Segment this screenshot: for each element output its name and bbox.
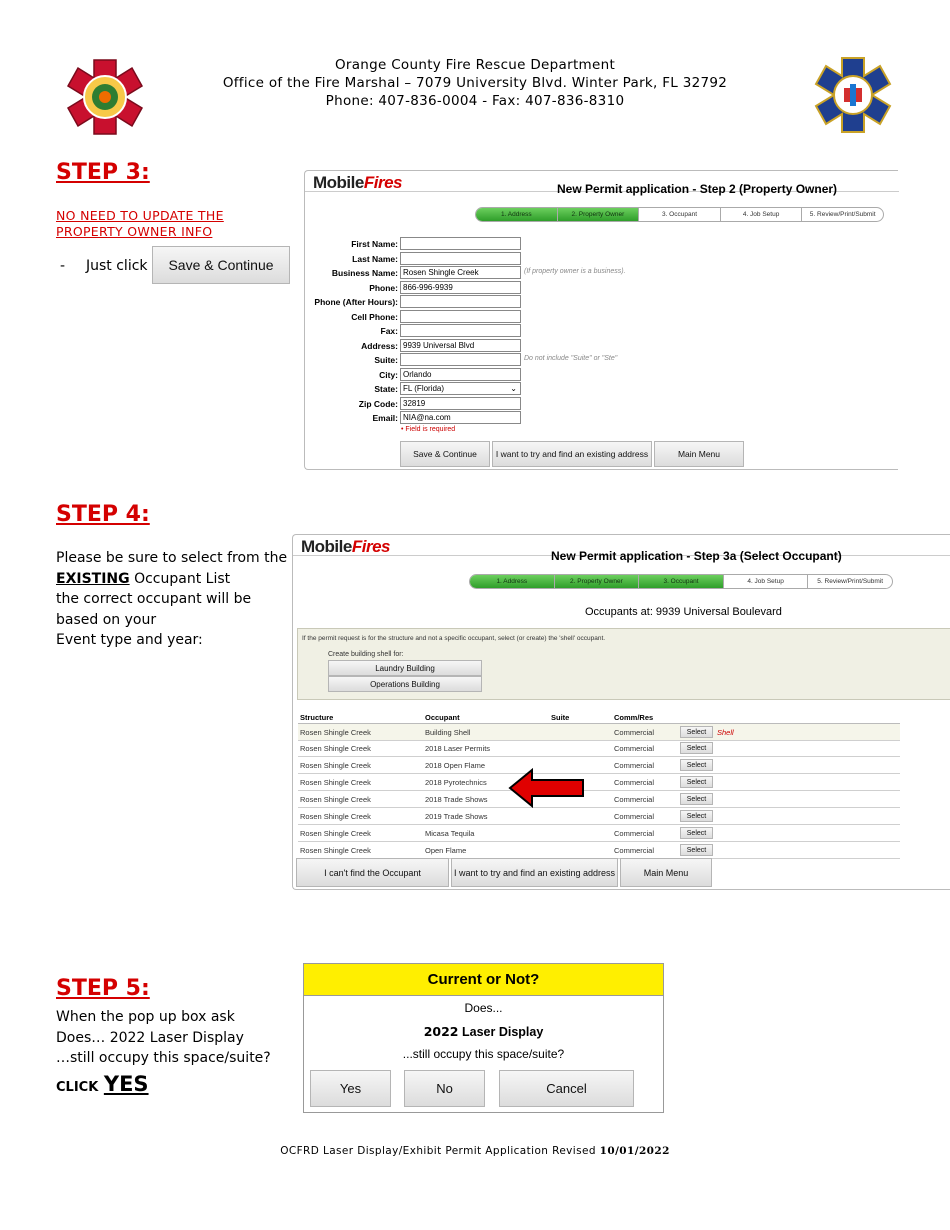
- business-name-label: Business Name:: [331, 268, 398, 278]
- select-button[interactable]: Select: [680, 776, 713, 788]
- step4-instructions: Please be sure to select from the EXISTING Occupant List the correct occupant will be based on your Event type and year:: [56, 550, 288, 648]
- wizard-step-review[interactable]: 5. Review/Print/Submit: [809, 211, 876, 218]
- click-yes-instruction: CLICK YES: [56, 1072, 149, 1096]
- step5-title: STEP 5:: [56, 976, 150, 1001]
- state-select[interactable]: FL (Florida) ⌄: [400, 382, 521, 395]
- shell-note: If the permit request is for the structure and not a specific occupant, select (or create) the 'shell' occupant.: [302, 635, 606, 642]
- wizard-step-address[interactable]: 1. Address: [476, 208, 558, 221]
- phone-fax: Phone: 407-836-0004 - Fax: 407-836-8310: [325, 93, 625, 109]
- cell-phone-label: Cell Phone:: [351, 312, 398, 322]
- wizard-step-job-setup[interactable]: 4. Job Setup: [724, 575, 809, 588]
- phone-label: Phone:: [369, 283, 398, 293]
- footer: OCFRD Laser Display/Exhibit Permit Application Revised 10/01/2022: [280, 1145, 670, 1157]
- main-menu-button-2[interactable]: Main Menu: [620, 858, 712, 887]
- wizard-step-address[interactable]: 1. Address: [470, 575, 555, 588]
- col-structure: Structure: [300, 713, 334, 722]
- mobilefires-logo: MobileFires: [313, 173, 402, 192]
- select-button[interactable]: Select: [680, 726, 713, 738]
- wizard-step-job-setup[interactable]: 4. Job Setup: [721, 208, 803, 221]
- city-label: City:: [379, 370, 398, 380]
- save-continue-example-button[interactable]: Save & Continue: [152, 246, 290, 284]
- email-input[interactable]: NIA@na.com: [400, 411, 521, 424]
- current-or-not-dialog: [303, 963, 664, 1113]
- zip-code-label: Zip Code:: [358, 399, 398, 409]
- select-button[interactable]: Select: [680, 844, 713, 856]
- wizard-step-review[interactable]: 5. Review/Print/Submit: [817, 578, 884, 585]
- shell-tag: Shell: [717, 728, 734, 737]
- find-existing-address-button-2[interactable]: I want to try and find an existing address: [451, 858, 618, 887]
- save-continue-button[interactable]: Save & Continue: [400, 441, 490, 467]
- fax-label: Fax:: [380, 326, 398, 336]
- suite-hint: Do not include "Suite" or "Ste": [524, 355, 618, 362]
- wizard-step-property-owner[interactable]: 2. Property Owner: [555, 575, 640, 588]
- step3a-title: New Permit application - Step 3a (Select Occupant): [551, 549, 842, 563]
- cell-phone-input[interactable]: [400, 310, 521, 323]
- select-button[interactable]: Select: [680, 793, 713, 805]
- select-button[interactable]: Select: [680, 827, 713, 839]
- table-row: Rosen Shingle Creek Micasa Tequila Commercial Select: [298, 825, 900, 842]
- table-row: Rosen Shingle Creek 2018 Trade Shows Commercial Select: [298, 791, 900, 808]
- department-name: Orange County Fire Rescue Department: [334, 57, 616, 73]
- no-button[interactable]: No: [404, 1070, 485, 1107]
- chevron-down-icon: ⌄: [510, 384, 517, 393]
- occupants-heading: Occupants at: 9939 Universal Boulevard: [585, 606, 782, 618]
- first-name-input[interactable]: [400, 237, 521, 250]
- phone-input[interactable]: 866-996-9939: [400, 281, 521, 294]
- letterhead: [200, 56, 750, 110]
- step3-note: NO NEED TO UPDATE THE PROPERTY OWNER INFO: [56, 208, 224, 239]
- step3-title: STEP 3:: [56, 160, 150, 185]
- suite-label: Suite:: [374, 355, 398, 365]
- step2-title: New Permit application - Step 2 (Property Owner): [557, 182, 838, 196]
- county-seal-logo: [66, 58, 144, 136]
- operations-building-button[interactable]: Operations Building: [328, 676, 482, 692]
- wizard-step-property-owner[interactable]: 2. Property Owner: [558, 208, 640, 221]
- select-button[interactable]: Select: [680, 759, 713, 771]
- col-suite: Suite: [551, 713, 570, 722]
- mobilefires-logo-2: MobileFires: [301, 537, 390, 556]
- suite-input[interactable]: [400, 353, 521, 366]
- office-address: Office of the Fire Marshal – 7079 University Blvd. Winter Park, FL 32792: [222, 75, 728, 91]
- step3-dash: -: [60, 258, 66, 274]
- zip-code-input[interactable]: 32819: [400, 397, 521, 410]
- business-name-input[interactable]: Rosen Shingle Creek: [400, 266, 521, 279]
- select-button[interactable]: Select: [680, 810, 713, 822]
- red-arrow-icon: [508, 768, 586, 808]
- table-row: Rosen Shingle Creek Building Shell Commercial Select Shell: [298, 723, 900, 741]
- address-input[interactable]: 9939 Universal Blvd: [400, 339, 521, 352]
- required-note: • Field is required: [401, 426, 456, 433]
- table-row: Rosen Shingle Creek 2018 Laser Permits Commercial Select: [298, 740, 900, 757]
- step3-instruction: Just click: [86, 258, 148, 274]
- step5-instructions: When the pop up box ask Does… 2022 Laser Display …still occupy this space/suite?: [56, 1009, 271, 1066]
- find-existing-address-button[interactable]: I want to try and find an existing address: [492, 441, 652, 467]
- step4-title: STEP 4:: [56, 502, 150, 527]
- wizard-steps-2: [469, 574, 893, 589]
- yes-button[interactable]: Yes: [310, 1070, 391, 1107]
- create-shell-label: Create building shell for:: [328, 651, 404, 658]
- last-name-input[interactable]: [400, 252, 521, 265]
- phone-after-hours-label: Phone (After Hours):: [314, 297, 398, 307]
- fax-input[interactable]: [400, 324, 521, 337]
- first-name-label: First Name:: [351, 239, 398, 249]
- laundry-building-button[interactable]: Laundry Building: [328, 660, 482, 676]
- wizard-step-occupant[interactable]: 3. Occupant: [639, 575, 724, 588]
- city-input[interactable]: Orlando: [400, 368, 521, 381]
- dialog-occupant: 2022 Laser Display: [423, 1024, 544, 1039]
- shell-box: [297, 628, 950, 700]
- last-name-label: Last Name:: [352, 254, 398, 264]
- table-row: Rosen Shingle Creek 2018 Pyrotechnics Commercial Select: [298, 774, 900, 791]
- address-label: Address:: [361, 341, 398, 351]
- select-button[interactable]: Select: [680, 742, 713, 754]
- fire-rescue-badge-logo: [814, 56, 892, 134]
- main-menu-button[interactable]: Main Menu: [654, 441, 744, 467]
- col-occupant: Occupant: [425, 713, 460, 722]
- wizard-step-occupant[interactable]: 3. Occupant: [639, 208, 721, 221]
- property-owner-panel: [304, 170, 898, 470]
- state-label: State:: [374, 384, 398, 394]
- cancel-button[interactable]: Cancel: [499, 1070, 634, 1107]
- dialog-title: Current or Not?: [304, 964, 663, 996]
- col-comm-res: Comm/Res: [614, 713, 654, 722]
- dialog-does: Does...: [464, 1001, 503, 1015]
- cant-find-occupant-button[interactable]: I can't find the Occupant: [296, 858, 449, 887]
- dialog-question: ...still occupy this space/suite?: [402, 1047, 565, 1061]
- wizard-steps: [475, 207, 884, 222]
- table-row: Rosen Shingle Creek 2019 Trade Shows Commercial Select: [298, 808, 900, 825]
- email-label: Email:: [372, 413, 398, 423]
- business-name-hint: (If property owner is a business).: [524, 268, 626, 275]
- table-row: Rosen Shingle Creek Open Flame Commercial Select: [298, 842, 900, 859]
- phone-after-hours-input[interactable]: [400, 295, 521, 308]
- table-row: Rosen Shingle Creek 2018 Open Flame Commercial Select: [298, 757, 900, 774]
